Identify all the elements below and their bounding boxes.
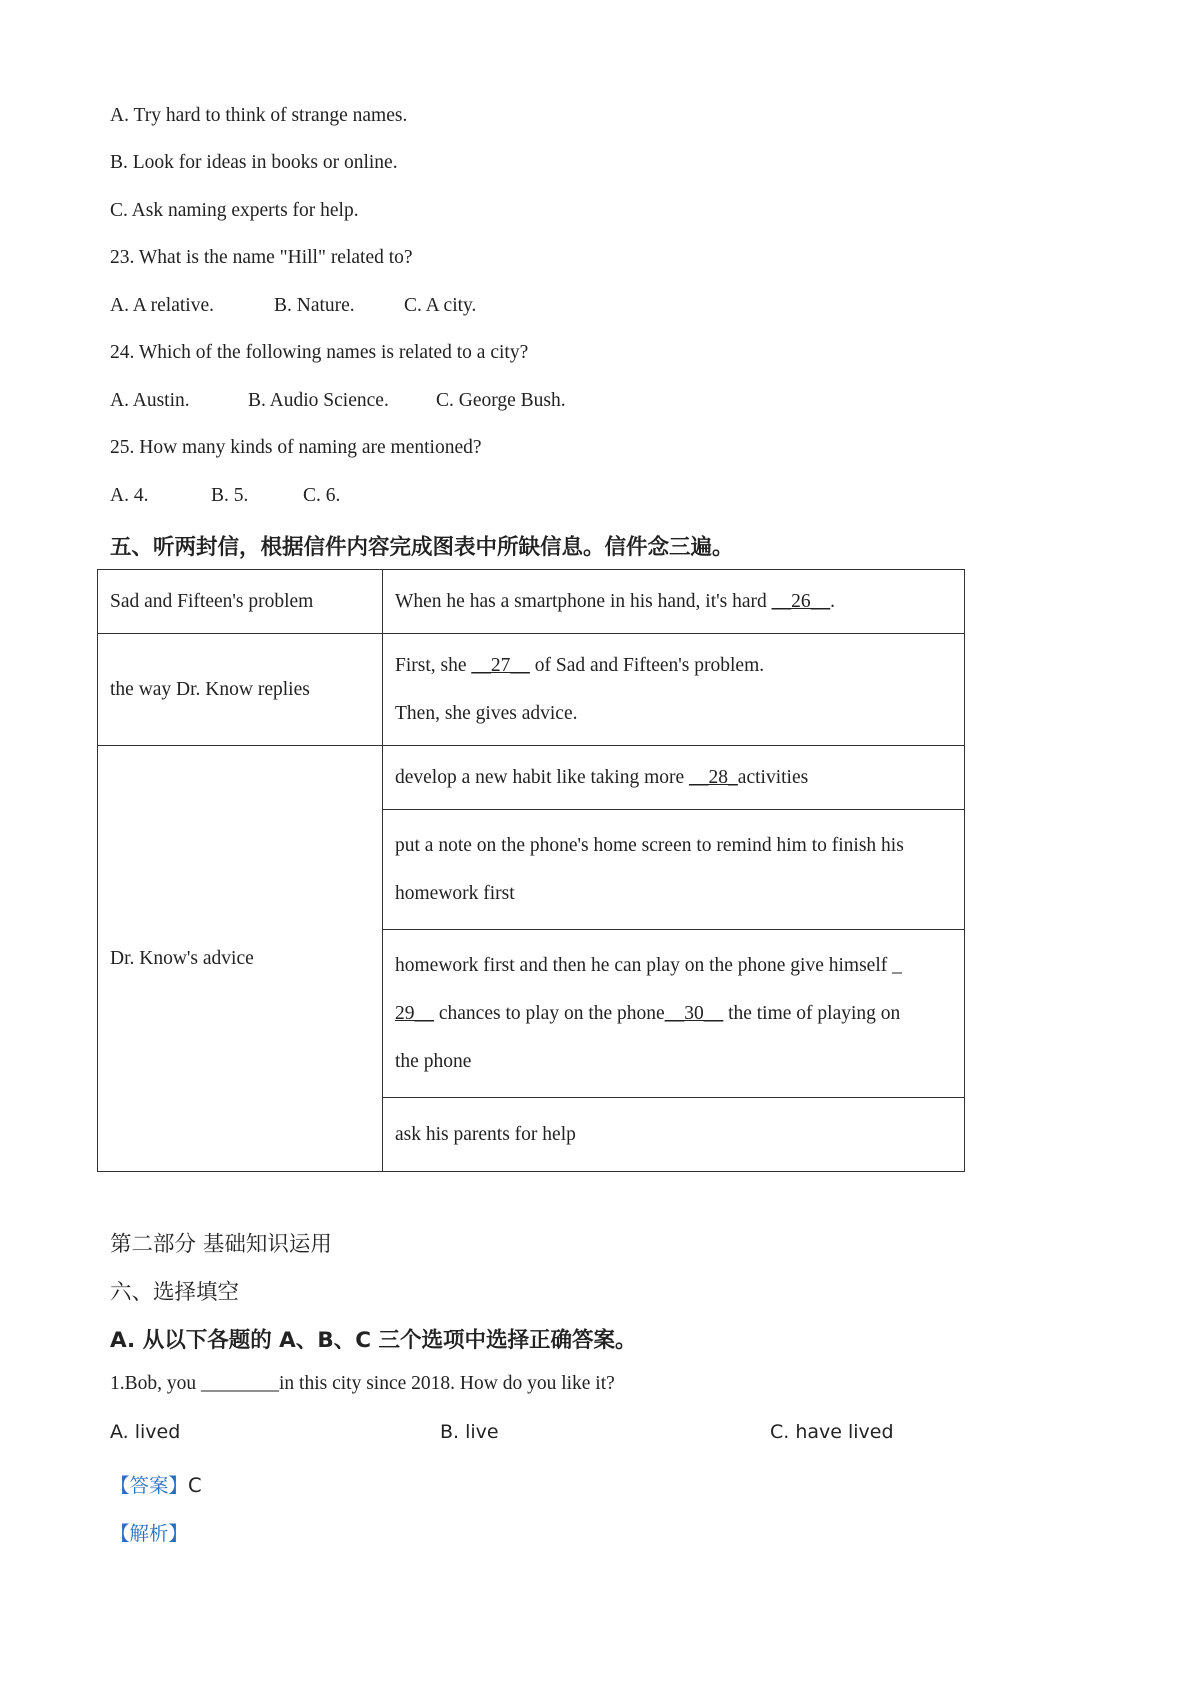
part2-heading: 第二部分 基础知识运用 bbox=[110, 1232, 332, 1257]
reply-cell bbox=[383, 634, 965, 746]
q25-option-a: A. 4. bbox=[110, 485, 149, 506]
q24-question: 24. Which of the following names is related to a city? bbox=[110, 342, 529, 363]
advice-1-cell bbox=[383, 746, 965, 810]
q1-question: 1.Bob, you ________in this city since 2018. How do you like it? bbox=[110, 1373, 615, 1394]
section6-heading: 六、选择填空 bbox=[110, 1280, 240, 1305]
q22-option-b: B. Look for ideas in books or online. bbox=[110, 152, 398, 173]
blank-29: 29__ bbox=[395, 1002, 434, 1024]
blank-28: __28_ bbox=[689, 766, 738, 788]
q1-option-a: A. lived bbox=[110, 1421, 181, 1443]
q24-option-c: C. George Bush. bbox=[436, 390, 566, 411]
table-row bbox=[98, 634, 965, 746]
section5-heading: 五、听两封信，根据信件内容完成图表中所缺信息。信件念三遍。 bbox=[110, 535, 734, 560]
q22-option-c: C. Ask naming experts for help. bbox=[110, 200, 359, 221]
problem-text: When he has a smartphone in his hand, it's hard bbox=[395, 590, 767, 612]
advice-3-text-end: the time of playing on bbox=[728, 1002, 901, 1024]
advice-3-text: chances to play on the phone bbox=[438, 1002, 665, 1024]
q23-question: 23. What is the name "Hill" related to? bbox=[110, 247, 413, 268]
advice-3-line-3: the phone bbox=[395, 1050, 472, 1072]
reply-label: the way Dr. Know replies bbox=[98, 634, 383, 746]
advice-3-cell bbox=[383, 930, 965, 1098]
table-row bbox=[98, 746, 965, 810]
table-row bbox=[98, 570, 965, 634]
q1-option-c: C. have lived bbox=[770, 1421, 894, 1443]
q1-option-b: B. live bbox=[440, 1421, 499, 1443]
reply-text: First, she bbox=[395, 654, 467, 676]
blank-27: __27__ bbox=[471, 654, 530, 676]
q25-option-b: B. 5. bbox=[211, 485, 249, 506]
answer-line bbox=[110, 1470, 202, 1498]
answer-value: C bbox=[188, 1474, 202, 1497]
q23-option-b: B. Nature. bbox=[274, 295, 355, 316]
reply-line-1 bbox=[395, 642, 952, 690]
reply-line-2: Then, she gives advice. bbox=[395, 702, 578, 724]
advice-label: Dr. Know's advice bbox=[98, 746, 383, 1172]
blank-30: __30__ bbox=[664, 1002, 724, 1024]
problem-cell bbox=[383, 570, 965, 634]
q22-option-a: A. Try hard to think of strange names. bbox=[110, 105, 408, 126]
q23-option-c: C. A city. bbox=[404, 295, 477, 316]
q24-option-a: A. Austin. bbox=[110, 390, 190, 411]
blank-26: __26__ bbox=[771, 590, 831, 612]
advice-3-line-1: homework first and then he can play on the phone give himself _ bbox=[395, 954, 902, 976]
problem-label: Sad and Fifteen's problem bbox=[98, 570, 383, 634]
subsection-a-heading: A. 从以下各题的 A、B、C 三个选项中选择正确答案。 bbox=[110, 1328, 637, 1353]
listening-table bbox=[97, 569, 965, 1172]
q25-option-c: C. 6. bbox=[303, 485, 341, 506]
answer-label: 【答案】 bbox=[110, 1474, 189, 1497]
q24-option-b: B. Audio Science. bbox=[248, 390, 389, 411]
advice-3-line-2 bbox=[395, 990, 952, 1038]
q25-question: 25. How many kinds of naming are mentioned? bbox=[110, 437, 482, 458]
advice-2-cell: put a note on the phone's home screen to remind him to finish his homework first bbox=[383, 810, 965, 930]
advice-1-text-end: activities bbox=[737, 766, 809, 788]
problem-text-end: . bbox=[830, 590, 836, 612]
analysis-label: 【解析】 bbox=[110, 1522, 189, 1545]
reply-text-end: of Sad and Fifteen's problem. bbox=[534, 654, 765, 676]
advice-4-cell: ask his parents for help bbox=[383, 1098, 965, 1172]
q23-option-a: A. A relative. bbox=[110, 295, 214, 316]
advice-1-text: develop a new habit like taking more bbox=[395, 766, 685, 788]
